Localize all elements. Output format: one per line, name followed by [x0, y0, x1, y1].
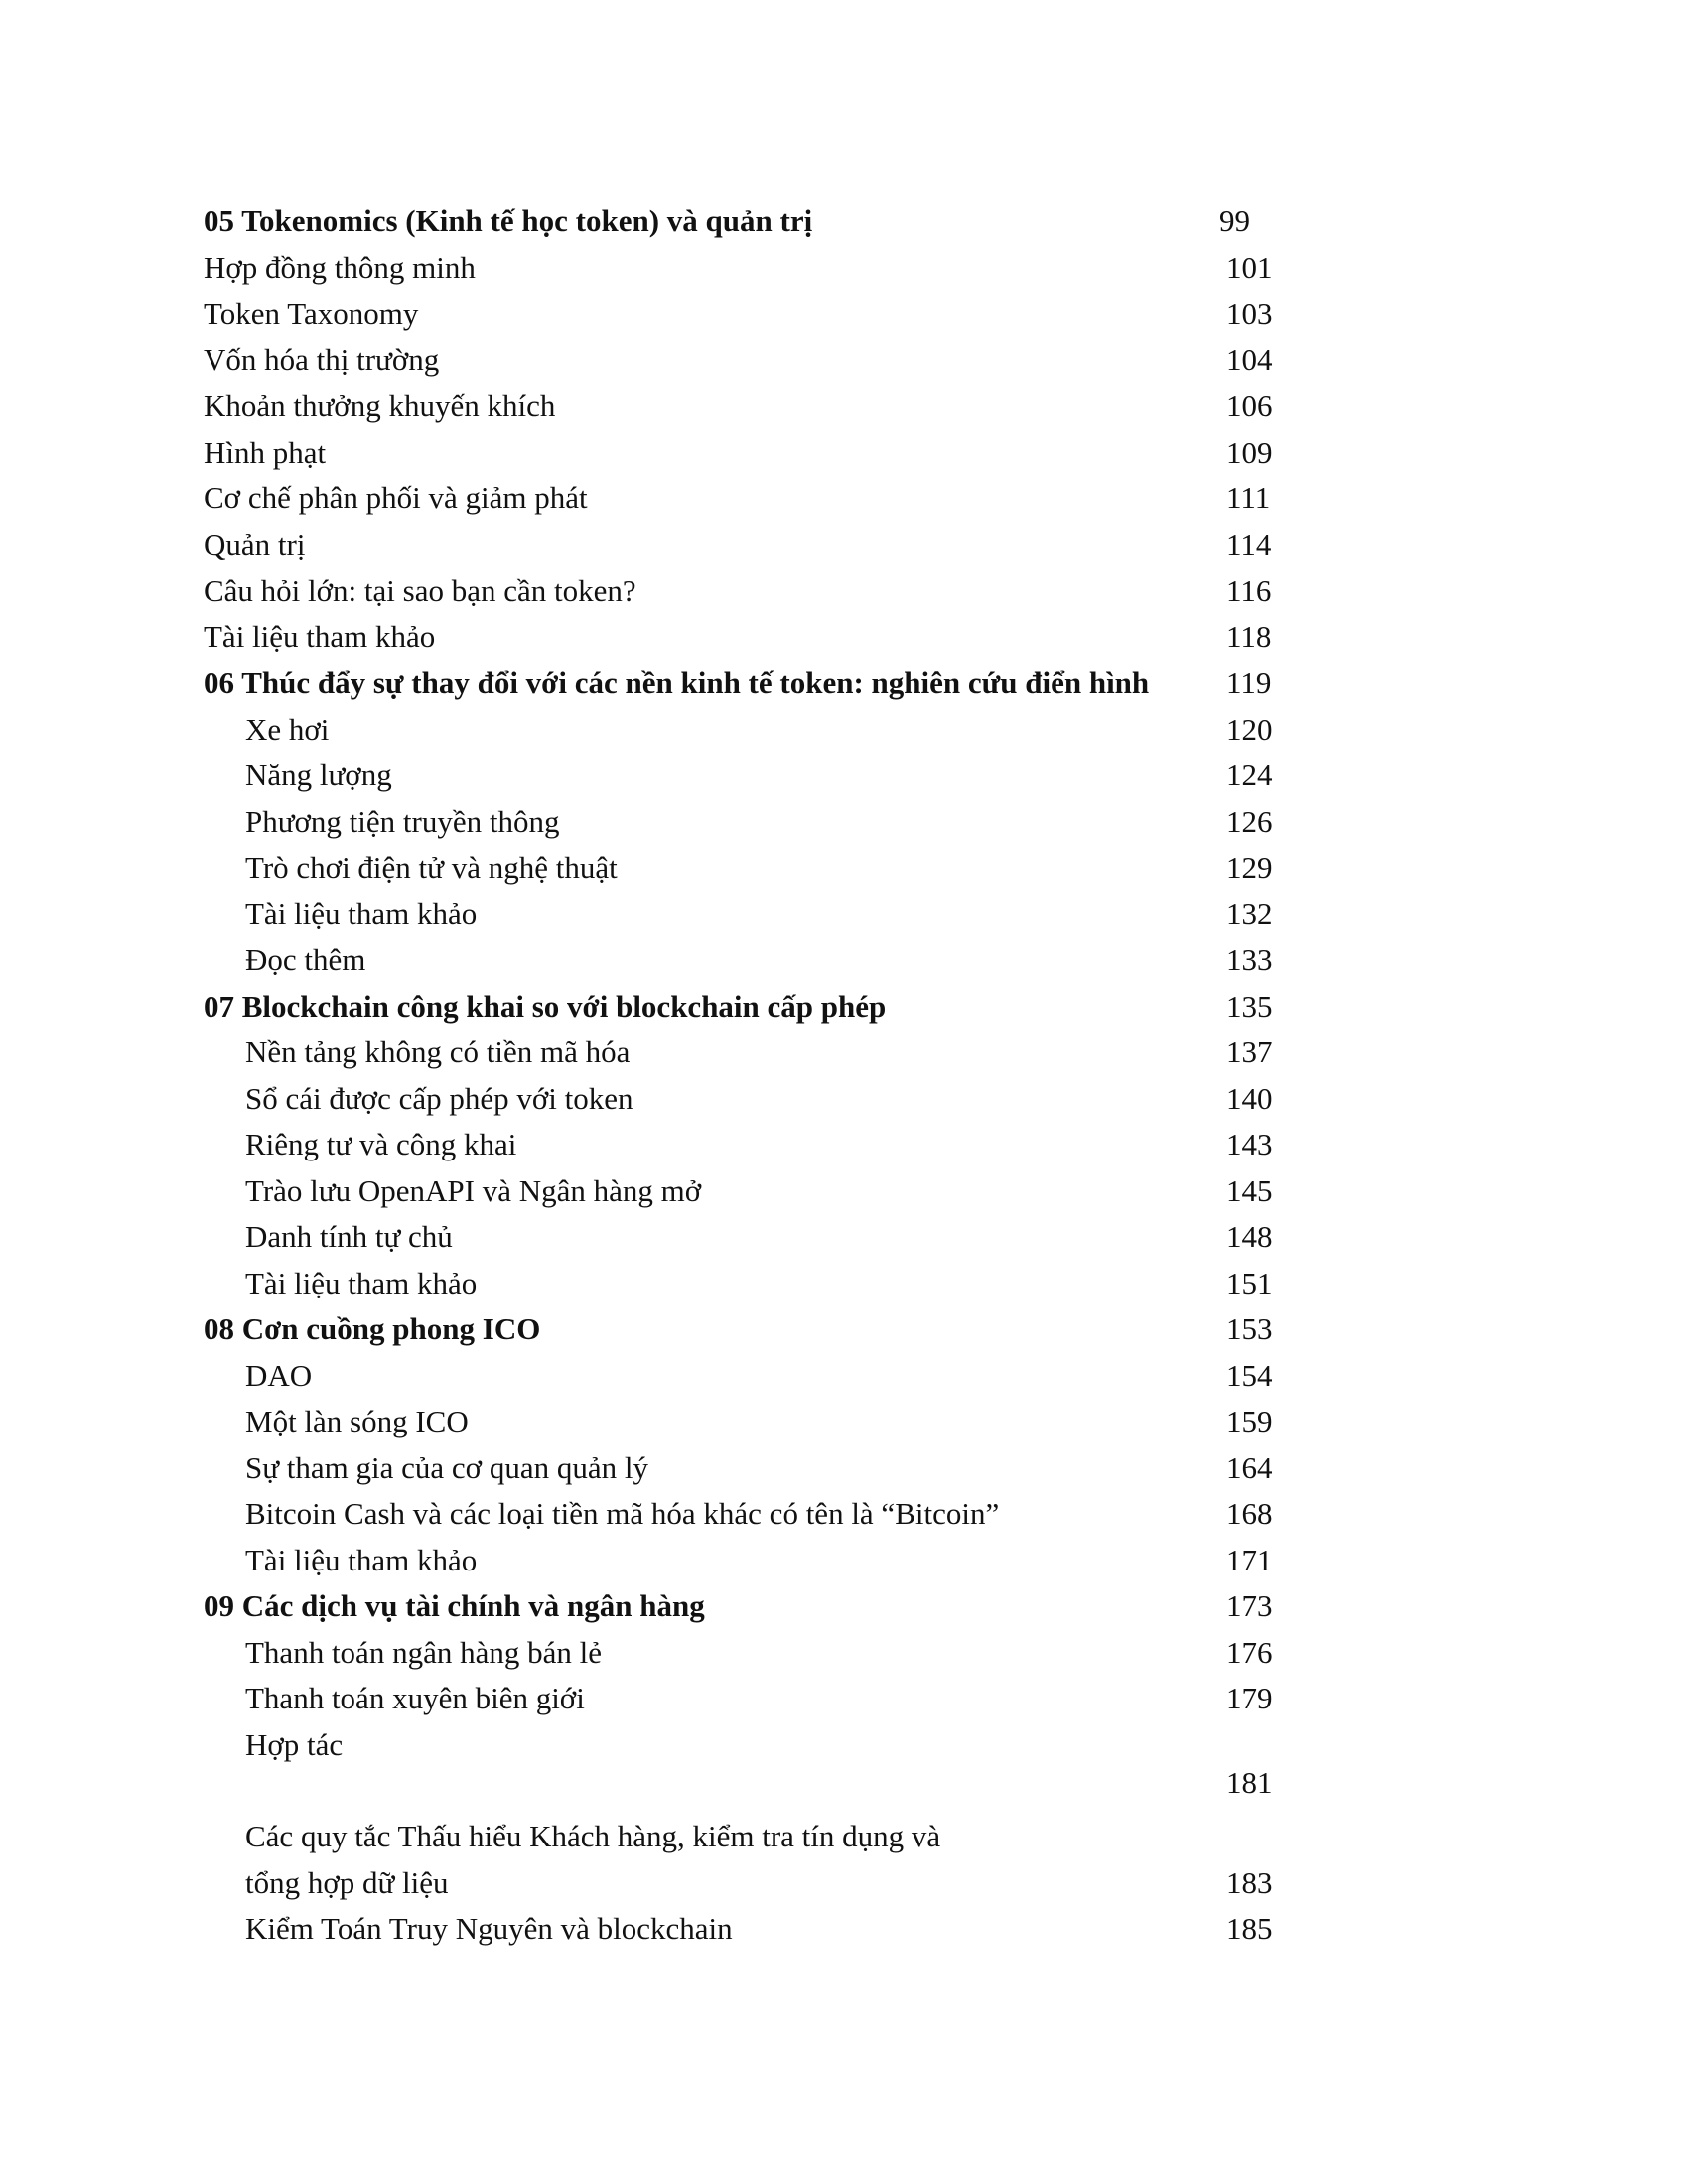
toc-entry	[204, 1399, 1296, 1445]
toc-entry	[204, 522, 1296, 569]
toc-entry-page-row	[204, 1765, 1296, 1808]
toc-entry-title: Bitcoin Cash và các loại tiền mã hóa khác có tên là “Bitcoin”	[245, 1496, 1000, 1531]
toc-entry-title: Nền tảng không có tiền mã hóa	[245, 1034, 631, 1069]
toc-entry	[204, 1630, 1296, 1677]
toc-entry-title: 06 Thúc đẩy sự thay đổi với các nền kinh tế token: nghiên cứu điển hình	[204, 665, 1150, 700]
toc-entry	[204, 1168, 1296, 1215]
toc-entry	[204, 891, 1296, 938]
toc-entry	[204, 1814, 1296, 1860]
toc-entry	[204, 799, 1296, 846]
toc-entry-title: Đọc thêm	[245, 942, 366, 977]
table-of-contents	[204, 199, 1296, 1953]
toc-entry	[204, 1076, 1296, 1123]
toc-entry-page: 106	[1226, 388, 1273, 423]
toc-entry-page: 109	[1226, 434, 1273, 470]
toc-entry	[204, 568, 1296, 614]
toc-entry	[204, 752, 1296, 799]
toc-entry	[204, 338, 1296, 384]
toc-entry-title: Thanh toán xuyên biên giới	[245, 1681, 585, 1715]
toc-entry-page: 99	[1219, 204, 1250, 238]
toc-entry-page: 168	[1226, 1496, 1273, 1531]
toc-entry-title: Riêng tư và công khai	[245, 1127, 517, 1161]
toc-entry-title: Thanh toán ngân hàng bán lẻ	[245, 1634, 602, 1670]
toc-entry-title: Các quy tắc Thấu hiểu Khách hàng, kiểm tra tín dụng và	[245, 1819, 941, 1853]
toc-entry	[204, 1538, 1296, 1584]
toc-entry-page: 151	[1226, 1265, 1273, 1300]
toc-entry-title: Vốn hóa thị trường	[204, 341, 440, 377]
toc-entry-title: Tài liệu tham khảo	[245, 1542, 478, 1577]
toc-chapter-heading	[204, 660, 1296, 707]
toc-entry-title: Năng lượng	[245, 757, 392, 792]
toc-entry-page: 181	[1226, 1765, 1273, 1800]
toc-entry-page: 143	[1226, 1127, 1273, 1161]
toc-entries	[204, 199, 1296, 1722]
toc-entry-title-continued: tổng hợp dữ liệu	[245, 1864, 449, 1900]
toc-entry-title: Một làn sóng ICO	[245, 1404, 469, 1438]
toc-entry-title: Cơ chế phân phối và giảm phát	[204, 480, 588, 515]
toc-entry-page: 116	[1226, 573, 1272, 608]
toc-entry-page: 135	[1226, 988, 1273, 1024]
toc-entry	[204, 1122, 1296, 1168]
toc-entry-page: 119	[1226, 665, 1272, 700]
toc-entry-title: Hợp đồng thông minh	[204, 249, 476, 285]
toc-entry-page: 103	[1226, 296, 1273, 331]
toc-entry-page: 132	[1226, 895, 1273, 931]
toc-entry-page: 159	[1226, 1404, 1273, 1438]
toc-entry-title: Trào lưu OpenAPI và Ngân hàng mở	[245, 1172, 702, 1208]
toc-entry-title: 08 Cơn cuồng phong ICO	[204, 1311, 541, 1346]
toc-entry	[204, 1029, 1296, 1076]
toc-entry-title: Danh tính tự chủ	[245, 1219, 453, 1254]
toc-entry-title: DAO	[245, 1357, 313, 1393]
toc-entry-page: 120	[1226, 711, 1273, 747]
toc-entry-title: Trò chơi điện tử và nghệ thuật	[245, 850, 618, 885]
toc-entry-title: 07 Blockchain công khai so với blockchain cấp phép	[204, 988, 887, 1024]
toc-entry	[204, 1353, 1296, 1400]
toc-chapter-heading	[204, 984, 1296, 1030]
toc-entry	[204, 614, 1296, 661]
toc-entry-title: 09 Các dịch vụ tài chính và ngân hàng	[204, 1588, 705, 1623]
toc-entry-title: Hình phạt	[204, 434, 327, 470]
toc-entry	[204, 845, 1296, 891]
toc-entry	[204, 1445, 1296, 1492]
toc-entry	[204, 1261, 1296, 1307]
toc-entry-title: Quản trị	[204, 526, 306, 562]
toc-entry-page: 185	[1226, 1911, 1273, 1946]
toc-entry	[204, 707, 1296, 753]
toc-entry	[204, 937, 1296, 984]
toc-entry-page: 129	[1226, 850, 1273, 885]
toc-chapter-heading	[204, 199, 1296, 245]
toc-entry	[204, 291, 1296, 338]
toc-entry-title: Câu hỏi lớn: tại sao bạn cần token?	[204, 573, 636, 608]
toc-entry-title: 05 Tokenomics (Kinh tế học token) và quản trị	[204, 204, 813, 238]
toc-chapter-heading	[204, 1306, 1296, 1353]
toc-entry-page: 111	[1226, 480, 1271, 515]
toc-entry-page: 164	[1226, 1449, 1273, 1485]
toc-entry-title: Xe hơi	[245, 711, 330, 747]
toc-entry	[204, 1676, 1296, 1722]
toc-entry-page: 137	[1226, 1034, 1273, 1069]
toc-entry-title: Tài liệu tham khảo	[245, 1265, 478, 1300]
toc-entry-page: 173	[1226, 1588, 1273, 1623]
toc-entry-title: Phương tiện truyền thông	[245, 803, 560, 839]
toc-chapter-heading	[204, 1583, 1296, 1630]
toc-entry	[204, 245, 1296, 292]
toc-entry-page: 114	[1226, 526, 1272, 562]
toc-entry-page: 101	[1226, 249, 1273, 285]
toc-entry-page: 154	[1226, 1357, 1273, 1393]
toc-entry	[204, 1491, 1296, 1538]
toc-entry-continuation	[204, 1860, 1296, 1907]
toc-entry-page: 145	[1226, 1172, 1273, 1208]
toc-entry-title: Sự tham gia của cơ quan quản lý	[245, 1449, 648, 1485]
toc-entry-title: Token Taxonomy	[204, 296, 419, 331]
toc-entry-page: 179	[1226, 1681, 1273, 1715]
toc-entry-title: Tài liệu tham khảo	[245, 895, 478, 931]
toc-entry-page: 140	[1226, 1080, 1273, 1116]
toc-entry-page: 153	[1226, 1311, 1273, 1346]
toc-entry-page: 126	[1226, 803, 1273, 839]
toc-entry-title: Tài liệu tham khảo	[204, 618, 436, 654]
toc-entry	[204, 383, 1296, 430]
toc-entry	[204, 1214, 1296, 1261]
toc-entry-page: 171	[1226, 1542, 1273, 1577]
toc-entry-page: 183	[1226, 1864, 1273, 1900]
toc-entry	[204, 1722, 1296, 1769]
toc-entry-page: 133	[1226, 942, 1273, 977]
toc-entry	[204, 476, 1296, 522]
toc-entry-page: 104	[1226, 341, 1273, 377]
toc-entry-page: 148	[1226, 1219, 1273, 1254]
toc-entry-page: 124	[1226, 757, 1273, 792]
toc-entry	[204, 1906, 1296, 1953]
toc-entry-title: Sổ cái được cấp phép với token	[245, 1080, 633, 1116]
toc-entry-title: Kiểm Toán Truy Nguyên và blockchain	[245, 1911, 733, 1946]
toc-entry-page: 176	[1226, 1634, 1273, 1670]
toc-entry	[204, 430, 1296, 477]
toc-entry-page: 118	[1226, 618, 1272, 654]
toc-entry-title: Khoản thưởng khuyến khích	[204, 388, 556, 423]
toc-entry-title: Hợp tác	[245, 1726, 344, 1762]
